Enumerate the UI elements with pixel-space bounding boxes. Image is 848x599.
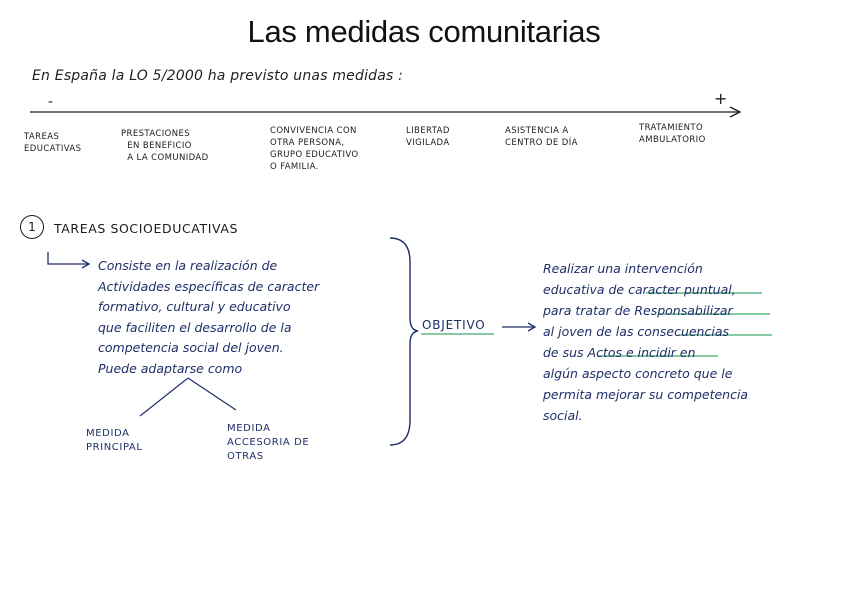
measure-tareas-educativas: TAREAS EDUCATIVAS: [24, 132, 82, 154]
section-number: 1: [20, 215, 44, 239]
section-description: [98, 256, 319, 379]
page-title: Las medidas comunitarias: [247, 14, 601, 49]
objective-line: educativa de caracter puntual,: [543, 282, 736, 297]
objective-line: social.: [543, 408, 583, 423]
measure-convivencia: CONVIVENCIA CON OTRA PERSONA, GRUPO EDUCATIVO O FAMILIA.: [270, 126, 359, 172]
objective-line: de sus Actos e incidir en: [543, 345, 696, 360]
description-line: Puede adaptarse como: [98, 360, 243, 376]
description-line: que faciliten el desarrollo de la: [98, 319, 292, 335]
intro-text: En España la LO 5/2000 ha previsto unas medidas :: [32, 68, 404, 84]
objective-line: permita mejorar su competencia: [543, 387, 749, 402]
measure-centro-de-dia: ASISTENCIA A CENTRO DE DÍA: [505, 126, 578, 148]
sub-measure-accesoria: MEDIDA ACCESORIA DE OTRAS: [227, 423, 310, 462]
scale-minus-label: -: [48, 94, 54, 110]
objective-label: OBJETIVO: [422, 318, 486, 332]
section-title: TAREAS SOCIOEDUCATIVAS: [54, 221, 239, 236]
objective-line: al joven de las consecuencias: [543, 324, 729, 339]
objective-line: algún aspecto concreto que le: [543, 366, 733, 381]
description-line: Consiste en la realización de: [98, 258, 278, 273]
measure-libertad-vigilada: LIBERTAD VIGILADA: [406, 126, 450, 148]
description-line: formativo, cultural y educativo: [98, 299, 291, 314]
objective-line: Realizar una intervención: [543, 261, 703, 276]
scale-plus-label: +: [714, 89, 728, 108]
branch-line-right: [188, 378, 236, 410]
hook-arrow-line: [48, 252, 88, 264]
description-line: competencia social del joven.: [98, 340, 284, 355]
measure-tratamiento-ambulatorio: TRATAMIENTO AMBULATORIO: [639, 123, 706, 145]
measure-prestaciones: PRESTACIONES EN BENEFICIO A LA COMUNIDAD: [121, 129, 209, 163]
curly-brace: [390, 238, 418, 445]
objective-text: [543, 258, 748, 426]
objective-line: para tratar de Responsabilizar: [543, 303, 733, 318]
sub-measure-principal: MEDIDA PRINCIPAL: [86, 428, 143, 453]
description-line: Actividades específicas de caracter: [98, 278, 320, 294]
branch-line-left: [140, 378, 188, 416]
